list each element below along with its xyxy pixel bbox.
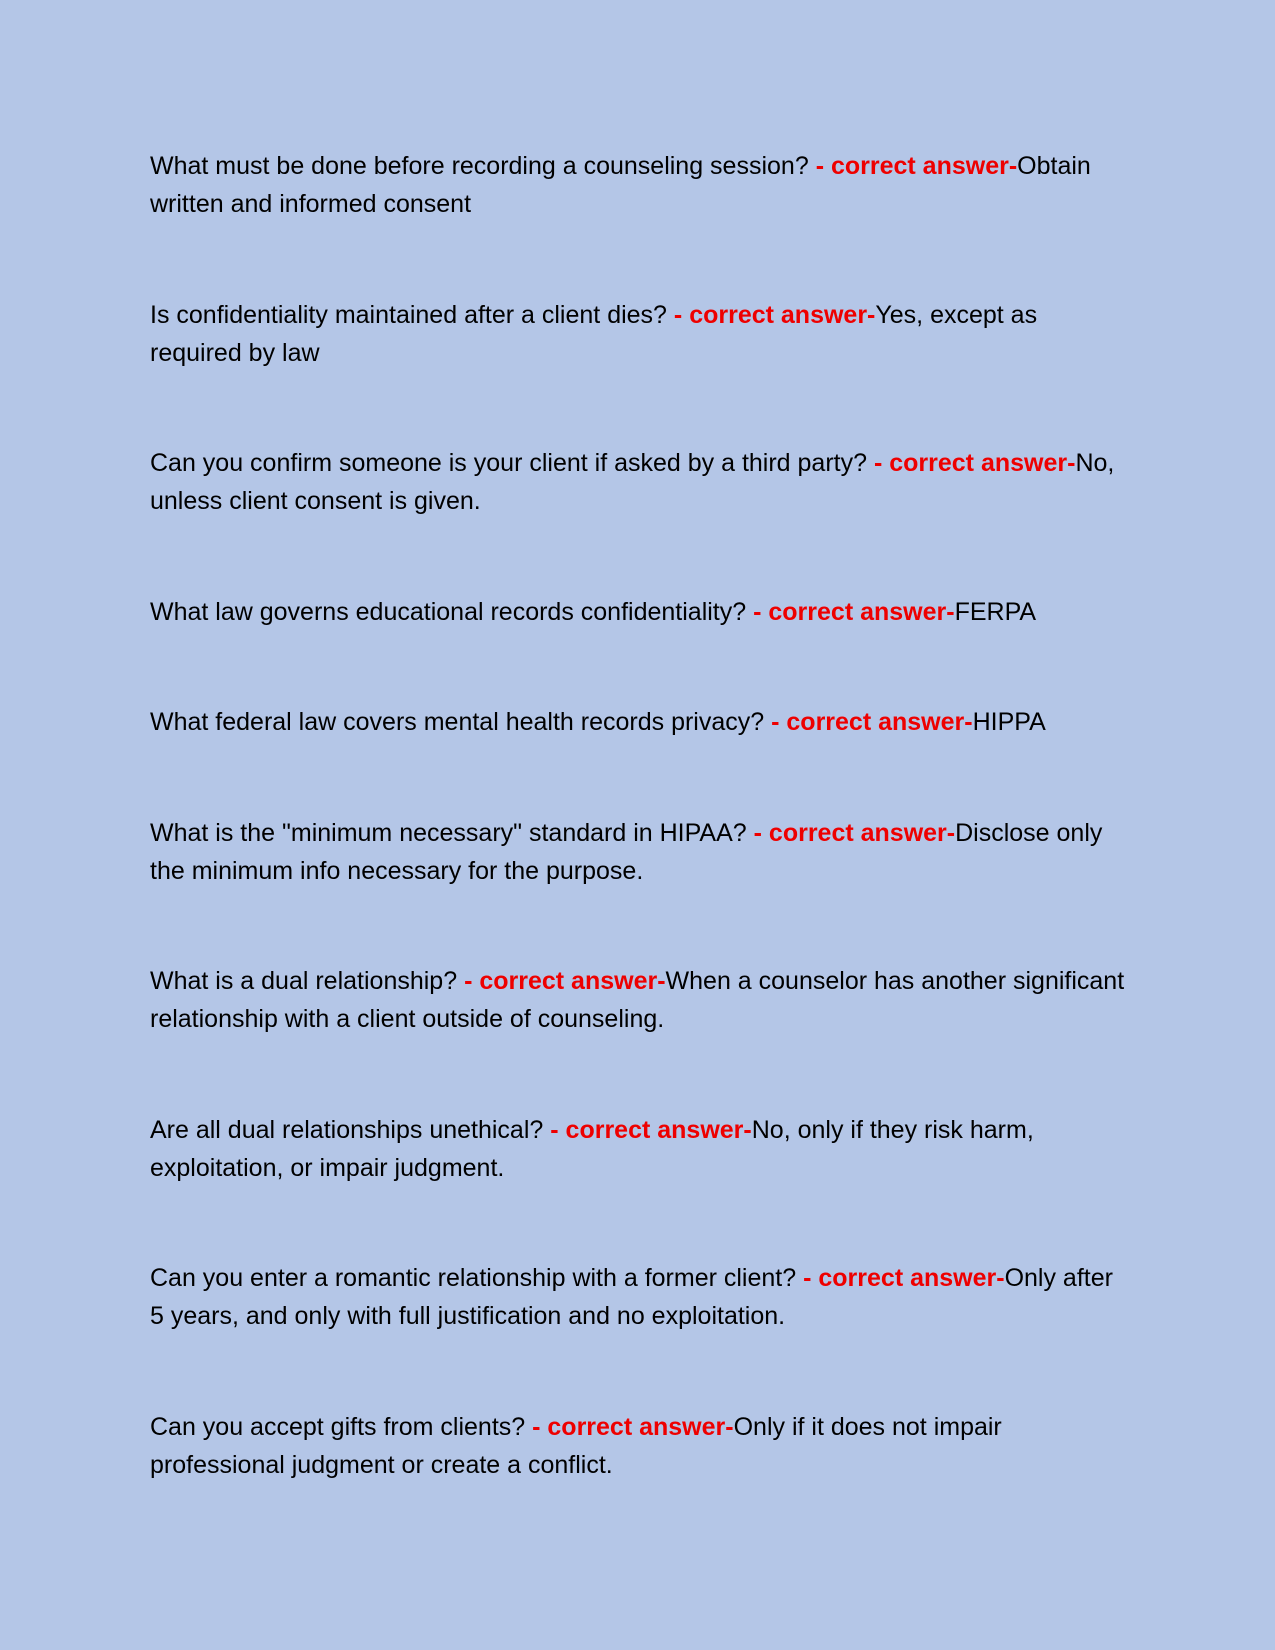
qa-item	[150, 1259, 1125, 1335]
correct-answer-marker: - correct answer-	[550, 1115, 752, 1144]
question-text: Can you enter a romantic relationship with a former client?	[150, 1264, 797, 1292]
answer-text: No, unless client consent is given.	[150, 449, 1115, 515]
answer-text: No, only if they risk harm, exploitation, or impair judgment.	[150, 1115, 1034, 1182]
correct-answer-marker: - correct answer-	[464, 967, 666, 995]
question-text: What must be done before recording a counseling session?	[150, 152, 809, 180]
answer-text: Obtain written and informed consent	[150, 152, 1091, 218]
correct-answer-marker: - correct answer-	[803, 1264, 1005, 1292]
qa-item	[150, 703, 1125, 741]
correct-answer-marker: - correct answer-	[753, 818, 956, 847]
question-text: Can you accept gifts from clients?	[150, 1412, 526, 1441]
question-text: Are all dual relationships unethical?	[150, 1115, 544, 1144]
qa-item	[150, 1111, 1125, 1187]
question-text: What is a dual relationship?	[150, 967, 458, 995]
qa-item	[150, 1408, 1125, 1484]
qa-item	[150, 962, 1125, 1038]
question-text: Is confidentiality maintained after a client dies?	[150, 300, 667, 329]
qa-item	[150, 593, 1125, 631]
correct-answer-marker: - correct answer-	[532, 1412, 734, 1441]
qa-item	[150, 296, 1125, 372]
correct-answer-marker: - correct answer-	[753, 597, 955, 626]
answer-text: HIPPA	[972, 708, 1046, 736]
question-text: What is the "minimum necessary" standard in HIPAA?	[150, 818, 747, 847]
question-text: What federal law covers mental health records privacy?	[150, 708, 765, 736]
correct-answer-marker: - correct answer-	[873, 449, 1076, 477]
qa-item	[150, 814, 1125, 890]
answer-text: Yes, except as required by law	[150, 300, 1038, 367]
question-text: What law governs educational records confidentiality?	[150, 597, 747, 626]
correct-answer-marker: - correct answer-	[673, 300, 876, 329]
qa-item	[150, 444, 1125, 520]
answer-text: FERPA	[954, 597, 1037, 626]
answer-text: When a counselor has another significant relationship with a client outside of counseling.	[150, 967, 1125, 1033]
answer-text: Only after 5 years, and only with full justification and no exploitation.	[150, 1264, 1113, 1330]
question-text: Can you confirm someone is your client if asked by a third party?	[150, 449, 868, 477]
qa-item	[150, 147, 1125, 223]
correct-answer-marker: - correct answer-	[815, 152, 1018, 180]
correct-answer-marker: - correct answer-	[771, 708, 973, 736]
answer-text: Only if it does not impair professional judgment or create a conflict.	[150, 1412, 1002, 1479]
qa-list	[150, 147, 1125, 1484]
answer-text: Disclose only the minimum info necessary for the purpose.	[150, 818, 1103, 885]
